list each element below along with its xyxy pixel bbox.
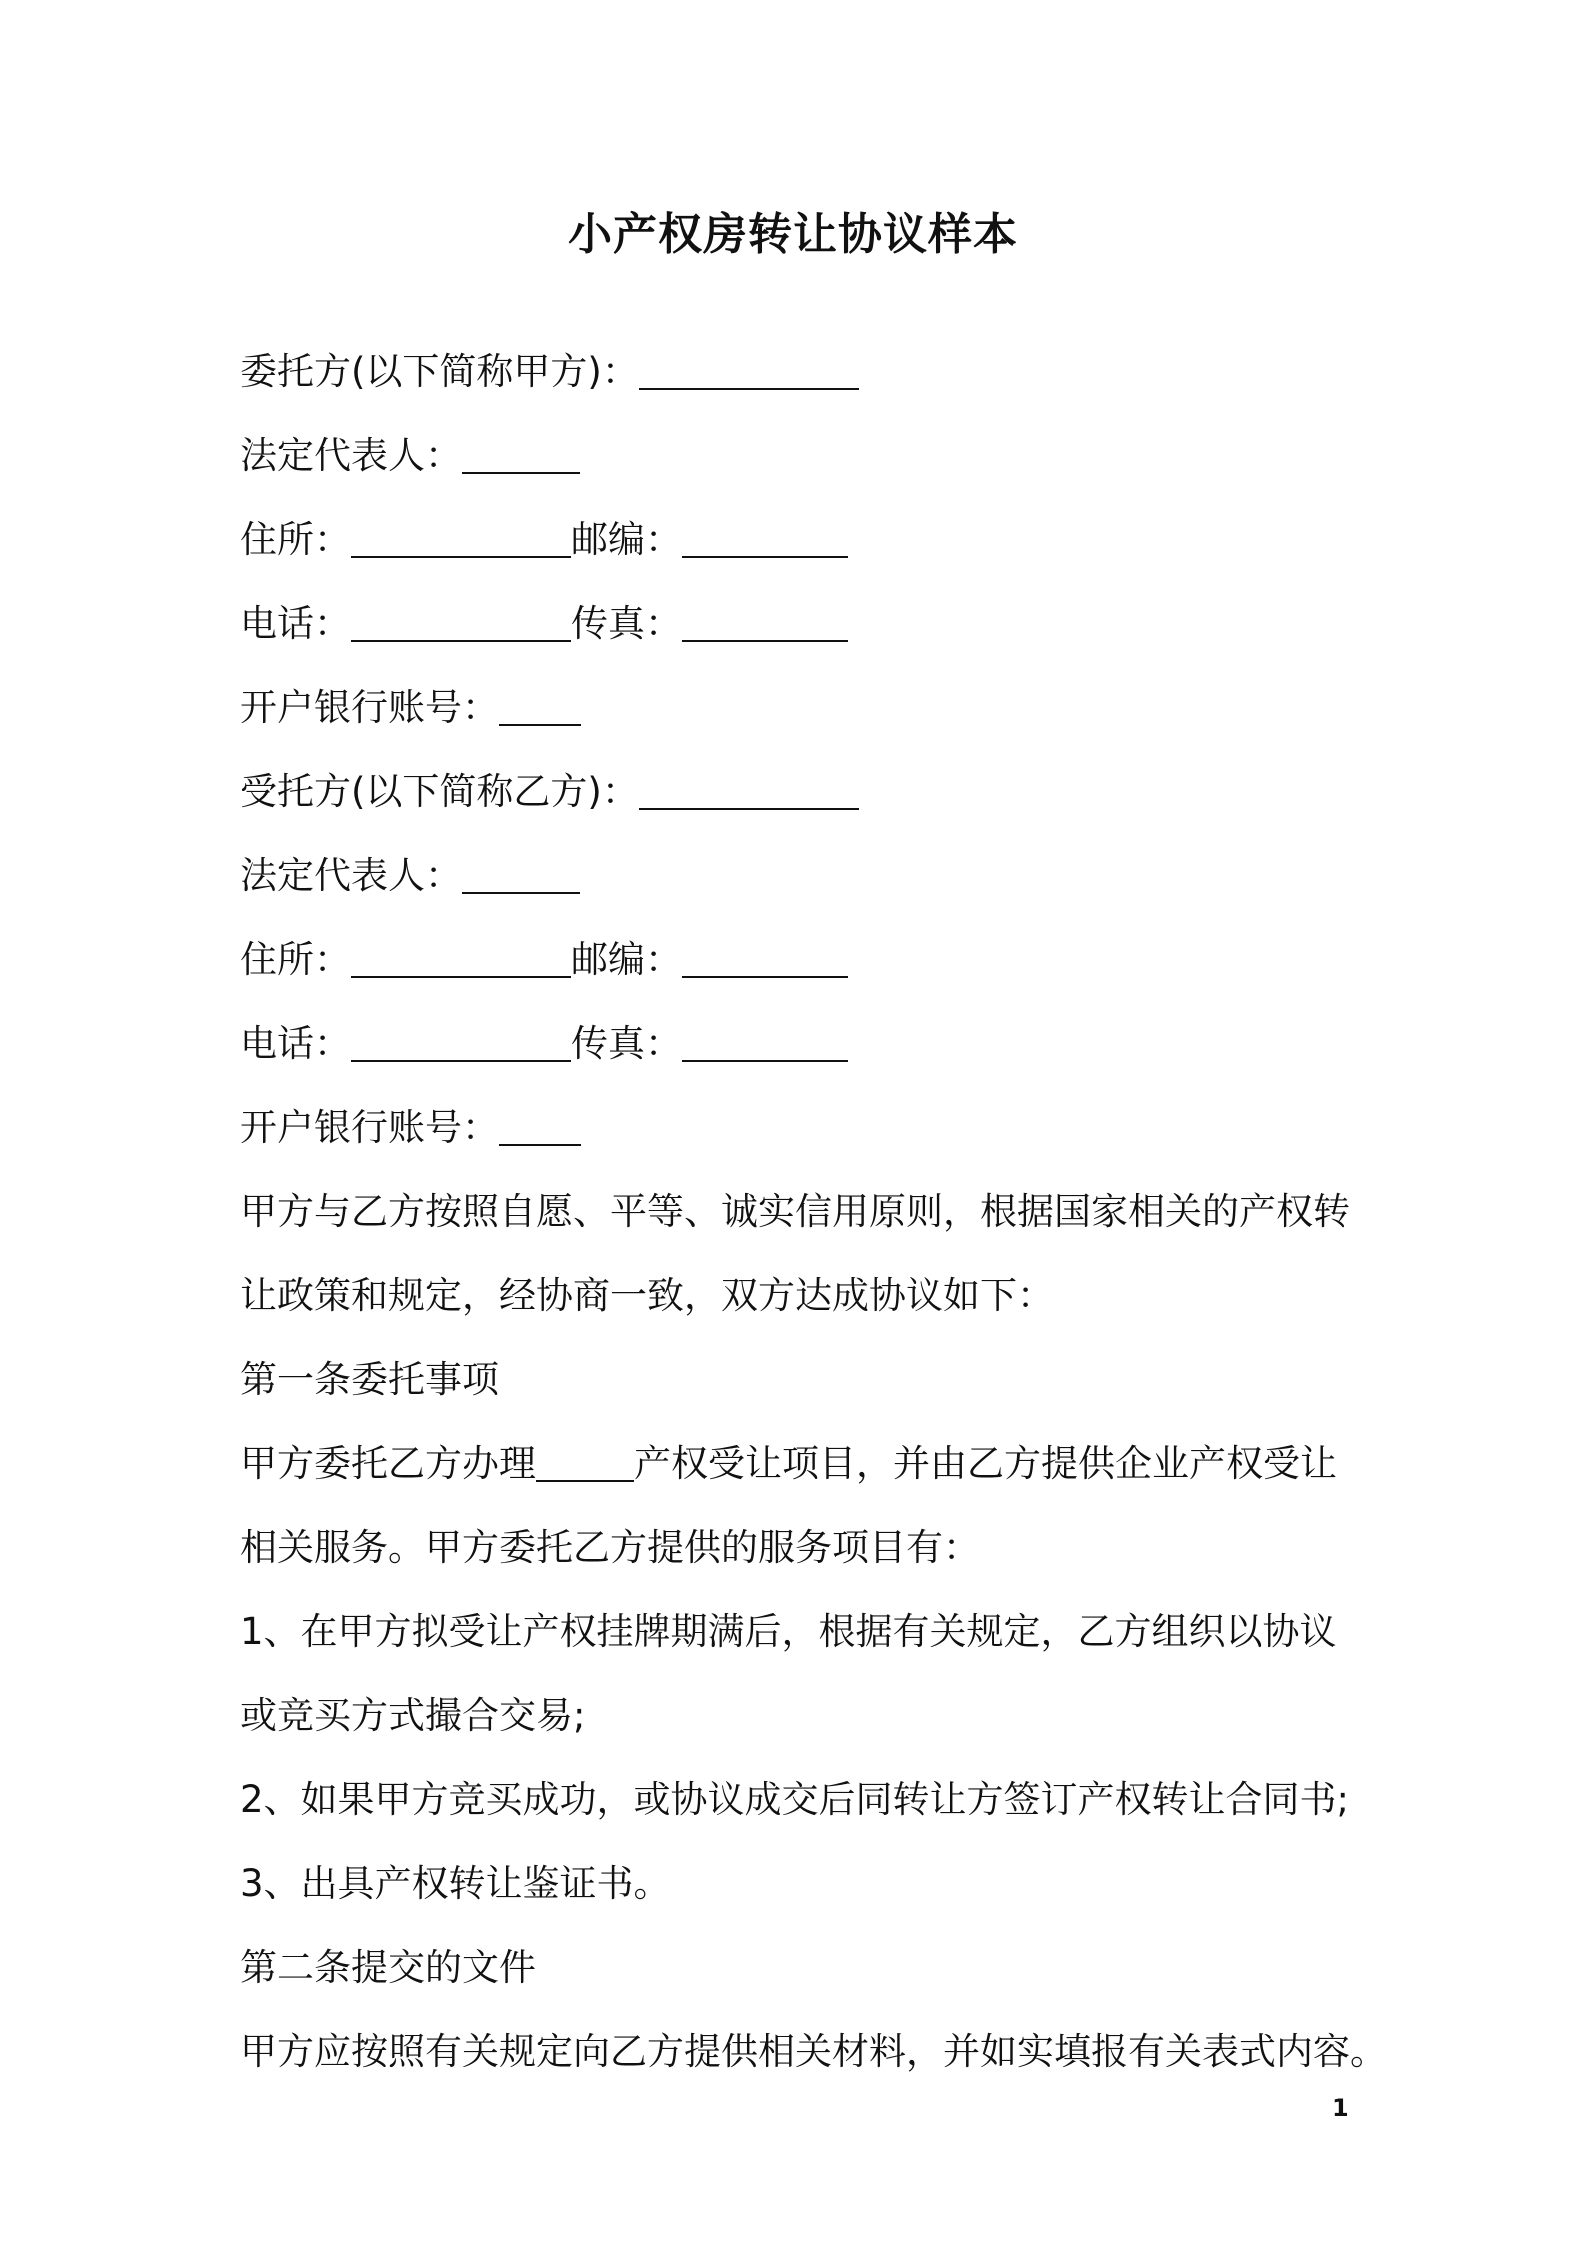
article-1-text-before-blank: 甲方委托乙方办理 [240,1442,536,1485]
party-a-bank-label: 开户银行账号： [240,686,499,729]
party-a-postcode-blank [682,518,848,558]
party-b-address-blank [351,938,571,978]
party-b-postcode-blank [682,938,848,978]
party-a-phone-blank [351,602,571,642]
article-2-paragraph: 甲方应按照有关规定向乙方提供相关材料，并如实填报有关表式内容。 [240,2030,1387,2073]
party-a-address-line [240,498,1370,582]
party-b-name-blank [639,770,859,810]
party-b-phone-blank [351,1022,571,1062]
party-b-fax-blank [682,1022,848,1062]
preamble-line: 甲方与乙方按照自愿、平等、诚实信用原则，根据国家相关的产权转 [240,1190,1350,1233]
party-b-bank-label: 开户银行账号： [240,1106,499,1149]
article-1-text-after-blank: 产权受让项目，并由乙方提供企业产权受让 [634,1442,1337,1485]
party-b-address-label: 住所： [240,938,351,981]
article-1-item-2: 2、如果甲方竞买成功，或协议成交后同转让方签订产权转让合同书; [240,1778,1350,1821]
party-a-fax-label: 传真： [571,602,682,645]
article-1-heading: 第一条委托事项 [240,1358,499,1401]
party-a-name-blank [639,350,859,390]
party-a-bank-blank [499,686,581,726]
party-b-fax-label: 传真： [571,1022,682,1065]
article-1-paragraph-line [240,1422,1370,1506]
party-a-rep-line [240,414,1370,498]
project-name-blank [536,1442,634,1482]
party-b-bank-blank [499,1106,581,1146]
party-a-postcode-label: 邮编： [571,518,682,561]
party-a-bank-line [240,666,1370,750]
party-b-postcode-label: 邮编： [571,938,682,981]
party-a-phone-label: 电话： [240,602,351,645]
preamble-line: 让政策和规定，经协商一致，双方达成协议如下： [240,1274,1054,1317]
party-b-phone-line [240,1002,1370,1086]
article-1-item-3: 3、出具产权转让鉴证书。 [240,1862,671,1905]
article-2-heading: 第二条提交的文件 [240,1946,536,1989]
party-b-rep-label: 法定代表人： [240,854,462,897]
party-a-phone-line [240,582,1370,666]
party-a-fax-blank [682,602,848,642]
party-a-rep-label: 法定代表人： [240,434,462,477]
party-a-name-label: 委托方(以下简称甲方)： [240,350,639,393]
party-b-rep-blank [462,854,580,894]
party-a-address-label: 住所： [240,518,351,561]
party-b-address-line [240,918,1370,1002]
article-1-item-1: 1、在甲方拟受让产权挂牌期满后，根据有关规定，乙方组织以协议 [240,1610,1337,1653]
party-b-name-line [240,750,1370,834]
page-number: 1 [1332,2094,1349,2122]
article-1-paragraph-line: 相关服务。甲方委托乙方提供的服务项目有： [240,1526,980,1569]
party-a-rep-blank [462,434,580,474]
party-b-phone-label: 电话： [240,1022,351,1065]
party-b-bank-line [240,1086,1370,1170]
party-a-address-blank [351,518,571,558]
party-b-rep-line [240,834,1370,918]
party-a-name-line [240,330,1370,414]
party-b-name-label: 受托方(以下简称乙方)： [240,770,639,813]
document-body [240,330,1387,2094]
document-title: 小产权房转让协议样本 [568,209,1018,260]
article-1-item-1-continued: 或竞买方式撮合交易; [240,1694,586,1737]
